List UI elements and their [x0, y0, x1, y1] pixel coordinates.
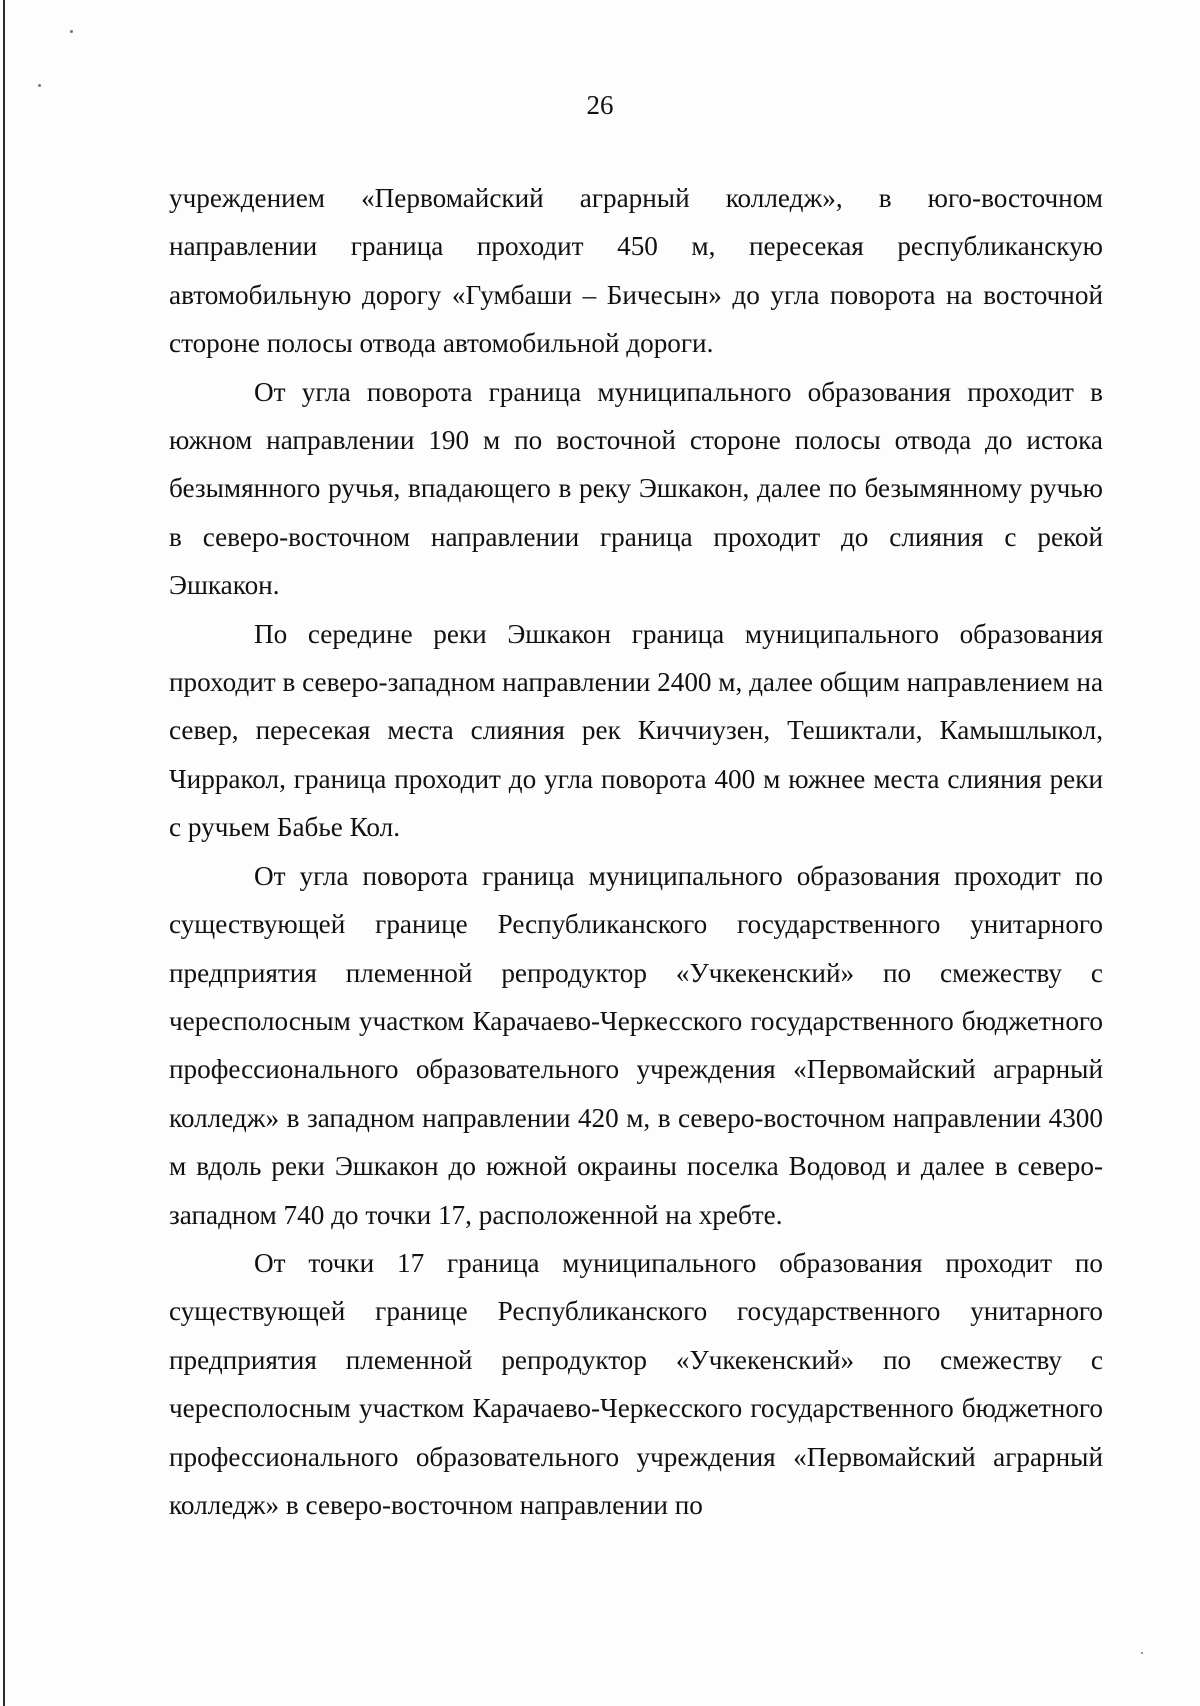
paragraph-1: учреждением «Первомайский аграрный колледж», в юго-восточном направлении граница проходит 450 м, пересекая республиканскую автомобильную дорогу «Гумбаши – Бичесын» до угла поворота на восточной стороне полосы отвода автомобильной дороги.: [169, 183, 1103, 359]
scan-speck: [38, 84, 41, 87]
scan-speck: [1141, 1652, 1143, 1654]
paragraph-2: От угла поворота граница муниципального образования проходит в южном направлении 190 м по восточной стороне полосы отвода до истока безымянного ручья, впадающего в реку Эшкакон, далее по безымянному ручью в северо-восточном направлении граница проходит до слияния с рекой Эшкакон.: [169, 376, 1103, 601]
page-edge-line: [3, 0, 5, 1706]
document-body: [169, 174, 1103, 1529]
paragraph-3: По середине реки Эшкакон граница муниципального образования проходит в северо-западном направлении 2400 м, далее общим направлением на север, пересекая места слияния рек Киччиузен, Тешиктали, Камышлыкол, Чирракол, граница проходит до угла поворота 400 м южнее места слияния реки с ручьем Бабье Кол.: [169, 618, 1104, 843]
page-number: 26: [586, 90, 614, 120]
paragraph-4: От угла поворота граница муниципального образования проходит по существующей границе Республиканского государственного унитарного предприятия племенной репродуктор «Учкекенский» по смежеству с чересполосным участком Карачаево-Черкесского государственного бюджетного профессионального образовательного учреждения «Первомайский аграрный колледж» в западном направлении 420 м, в северо-восточном направлении 4300 м вдоль реки Эшкакон до южной окраины поселка Водовод и далее в северо-западном 740 до точки 17, расположенной на хребте.: [169, 860, 1103, 1230]
paragraph-5: От точки 17 граница муниципального образования проходит по существующей границе Республиканского государственного унитарного предприятия племенной репродуктор «Учкекенский» по смежеству с чересполосным участком Карачаево-Черкесского государственного бюджетного профессионального образовательного учреждения «Первомайский аграрный колледж» в северо-восточном направлении по: [169, 1247, 1103, 1520]
scan-speck: [70, 30, 73, 33]
